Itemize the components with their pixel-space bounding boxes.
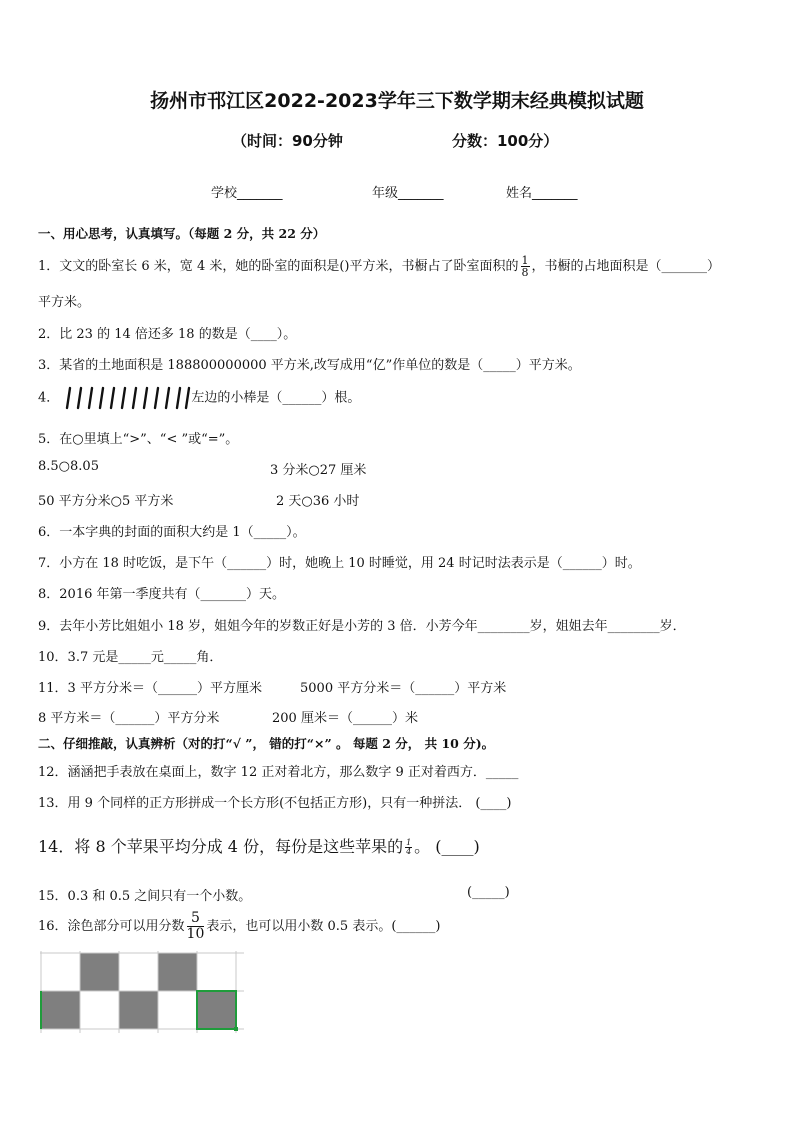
- question-15: 15．0.3 和 0.5 之间只有一个小数。: [38, 889, 252, 904]
- question-4-text: 左边的小棒是（______）根。: [191, 390, 361, 406]
- question-5-item-b: 3 分米○27 厘米: [270, 463, 367, 478]
- time-label: （时间：90分钟: [232, 132, 343, 150]
- question-10: 10．3.7 元是_____元_____角．: [38, 650, 223, 665]
- question-13: 13．用 9 个同样的正方形拼成一个长方形(不包括正方形)，只有一种拼法． (____): [38, 796, 512, 811]
- question-11-item-d: 200 厘米＝（______）米: [272, 711, 418, 726]
- question-11-item-c: 8 平方米＝（______）平方分米: [38, 711, 220, 726]
- question-16-text-b: 表示，也可以用小数 0.5 表示。(______): [206, 919, 441, 934]
- question-4: [38, 386, 360, 410]
- question-3: 3．某省的土地面积是 188800000000 平方米,改写成用“亿”作单位的数是（_____）平方米。: [38, 358, 581, 373]
- question-6: 6．一本字典的封面的面积大约是 1（_____）。: [38, 525, 306, 540]
- section-2-heading: 二、仔细推敲，认真辨析（对的打“√ ”， 错的打“×” 。 每题 2 分， 共 10 分)。: [38, 736, 495, 751]
- question-2: 2．比 23 的 14 倍还多 18 的数是（____）。: [38, 327, 297, 342]
- question-5-item-c: 50 平方分米○5 平方米: [38, 494, 174, 509]
- fraction-one-eighth: [521, 255, 530, 278]
- question-12: 12．涵涵把手表放在桌面上，数字 12 正对着北方，那么数字 9 正对着西方．_____: [38, 765, 519, 780]
- question-8: 8．2016 年第一季度共有（_______）天。: [38, 587, 285, 602]
- question-5-item-d: 2 天○36 小时: [276, 494, 360, 509]
- fraction-five-tenths: [187, 911, 205, 942]
- question-1-continued: 平方米。: [38, 295, 91, 310]
- question-16: [38, 911, 440, 942]
- shaded-cell: [41, 991, 80, 1029]
- shaded-cell: [197, 991, 236, 1029]
- fraction-denominator: 8: [521, 266, 529, 279]
- sticks-image: [63, 386, 191, 410]
- shaded-cell: [80, 953, 119, 991]
- shaded-grid-figure: [40, 951, 244, 1033]
- fraction-denominator: 10: [186, 926, 205, 942]
- question-5: 5．在○里填上“>”、“< ”或“=”。: [38, 432, 239, 447]
- question-7: 7．小方在 18 时吃饭，是下午（______）时，她晚上 10 时睡觉，用 24 时记时法表示是（______）时。: [38, 556, 641, 571]
- school-field: 学校_______: [211, 186, 283, 201]
- fraction-denominator: 4: [406, 847, 412, 856]
- question-9: 9．去年小芳比姐姐小 18 岁，姐姐今年的岁数正好是小芳的 3 倍．小芳今年________岁，姐姐去年________岁．: [38, 619, 686, 634]
- question-1-text-b: ，书橱的占地面积是（_______）: [531, 259, 721, 274]
- grade-field: 年级_______: [372, 186, 444, 201]
- question-14-text-b: 。 (____): [414, 837, 480, 856]
- fraction-numerator: 5: [187, 911, 205, 927]
- name-field: 姓名_______: [506, 186, 578, 201]
- question-15-blank: (_____): [467, 885, 510, 900]
- fraction-numerator: 1: [521, 254, 529, 267]
- shaded-cell: [119, 991, 158, 1029]
- question-16-text-a: 16．涂色部分可以用分数: [38, 919, 185, 934]
- question-14-text-a: 14．将 8 个苹果平均分成 4 份，每份是这些苹果的: [38, 837, 404, 856]
- fraction-one-quarter: [405, 839, 412, 856]
- question-1: [38, 255, 720, 278]
- question-5-item-a: 8.5○8.05: [38, 459, 99, 474]
- section-1-heading: 一、用心思考，认真填写。（每题 2 分，共 22 分）: [38, 226, 326, 241]
- fraction-numerator: 1: [406, 838, 412, 847]
- page-title: 扬州市邗江区2022-2023学年三下数学期末经典模拟试题: [150, 90, 644, 112]
- question-14: [38, 834, 480, 857]
- question-1-text-a: 1．文文的卧室长 6 米，宽 4 米，她的卧室的面积是()平方米，书橱占了卧室面积的: [38, 259, 519, 274]
- shaded-cell: [158, 953, 197, 991]
- question-11-item-a: 11．3 平方分米＝（______）平方厘米: [38, 681, 262, 696]
- score-label: 分数：100分）: [452, 132, 559, 150]
- question-4-number: 4．: [38, 390, 60, 406]
- question-11-item-b: 5000 平方分米＝（______）平方米: [300, 681, 507, 696]
